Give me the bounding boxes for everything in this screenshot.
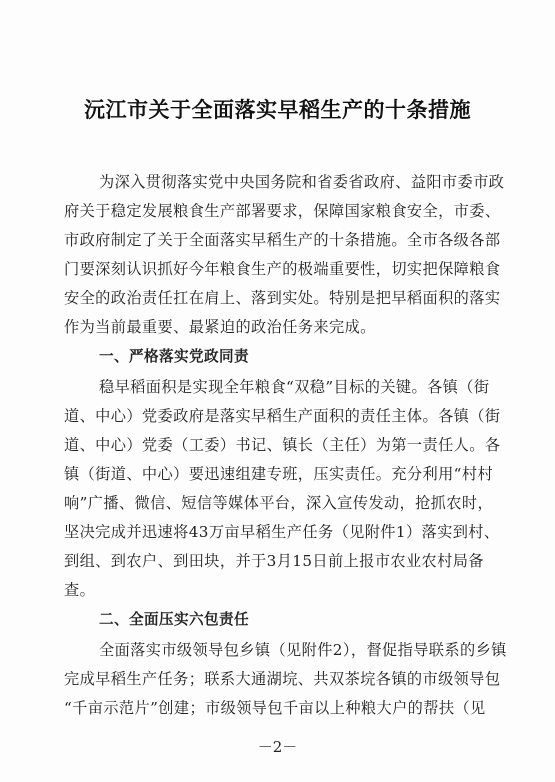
document-title: 沅江市关于全面落实早稻生产的十条措施: [84, 97, 471, 122]
paragraph-line: 全面落实市级领导包乡镇（见附件2），督促指导联系的乡镇: [99, 641, 507, 659]
paragraph-line: 道、中心）党委（工委）书记、镇长（主任）为第一责任人。各: [64, 436, 501, 454]
paragraph-line: “千亩示范片”创建；市级领导包千亩以上种粮大户的帮扶（见: [64, 699, 486, 717]
paragraph-line: 作为当前最重要、最紧迫的政治任务来完成。: [64, 318, 376, 336]
paragraph-line: 市政府制定了关于全面落实早稻生产的十条措施。全市各级各部: [64, 231, 501, 249]
paragraph-line: 门要深刻认识抓好今年粮食生产的极端重要性，切实把保障粮食: [64, 260, 501, 278]
paragraph-line: 为深入贯彻落实党中央国务院和省委省政府、益阳市委市政: [99, 173, 505, 191]
paragraph-line: 查。: [64, 581, 96, 599]
page-number: －2－: [257, 738, 298, 756]
section-heading-2: 二、全面压实六包责任: [99, 611, 249, 628]
section-heading-1: 一、严格落实党政同责: [99, 348, 249, 365]
paragraph-line: 安全的政治责任扛在肩上、落到实处。特别是把早稻面积的落实: [64, 289, 501, 307]
paragraph-line: 稳早稻面积是实现全年粮食“双稳”目标的关键。各镇（街: [99, 378, 490, 396]
paragraph-line: 镇（街道、中心）要迅速组建专班，压实责任。充分利用“村村: [64, 465, 494, 483]
paragraph-line: 坚决完成并迅速将43万亩早稻生产任务（见附件1）落实到村、: [64, 523, 500, 541]
paragraph-line: 道、中心）党委政府是落实早稻生产面积的责任主体。各镇（街: [64, 407, 501, 425]
paragraph-line: 响”广播、微信、短信等媒体平台，深入宣传发动，抢抓农时，: [64, 494, 494, 512]
paragraph-line: 完成早稻生产任务；联系大通湖垸、共双茶垸各镇的市级领导包: [64, 670, 501, 688]
paragraph-line: 到组、到农户、到田块，并于3月15日前上报市农业农村局备: [64, 552, 484, 570]
paragraph-line: 府关于稳定发展粮食生产部署要求，保障国家粮食安全，市委、: [64, 202, 501, 220]
